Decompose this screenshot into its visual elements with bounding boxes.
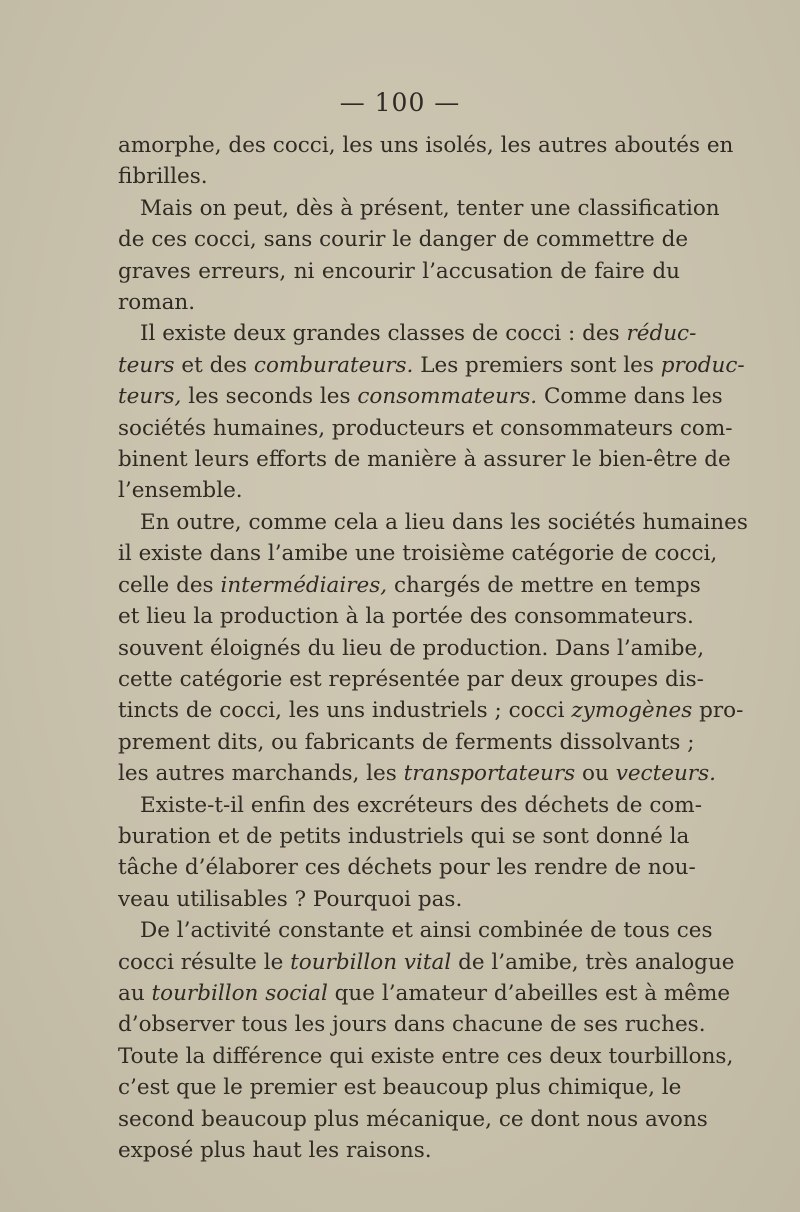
text-line: Toute la différence qui existe entre ces deux tourbillons, <box>118 1043 734 1069</box>
body-text <box>118 130 748 1166</box>
text-run: chargés de mettre en temps <box>387 572 701 598</box>
italic-term: zymogènes <box>571 698 693 724</box>
italic-term: vecteurs. <box>615 761 716 787</box>
italic-term: consommateurs. <box>357 384 538 410</box>
italic-term: comburateurs. <box>253 352 414 378</box>
text-run: Il existe deux grandes classes de cocci : des <box>140 321 627 347</box>
text-line: il existe dans l’amibe une troisième catégorie de cocci, <box>118 541 718 567</box>
italic-term: tourbillon social <box>151 980 328 1006</box>
text-line: second beaucoup plus mécanique, ce dont nous avons <box>118 1106 708 1132</box>
text-run: cocci résulte le <box>118 949 291 975</box>
text-line: sociétés humaines, producteurs et consommateurs com- <box>118 415 733 441</box>
text-line: binent leurs efforts de manière à assurer le bien-être de <box>118 447 731 473</box>
text-line <box>118 758 716 789</box>
text-line: prement dits, ou fabricants de ferments dissolvants ; <box>118 729 695 755</box>
italic-term: transportateurs <box>403 761 576 787</box>
text-line <box>118 695 744 726</box>
text-run: de l’amibe, très analogue <box>451 949 735 975</box>
text-run: pro- <box>692 698 744 724</box>
text-line <box>118 947 735 978</box>
text-line: souvent éloignés du lieu de production. Dans l’amibe, <box>118 635 705 661</box>
text-line <box>118 978 731 1009</box>
text-run: les autres marchands, les <box>118 761 404 787</box>
text-line: d’observer tous les jours dans chacune de ses ruches. <box>118 1012 706 1038</box>
text-line: En outre, comme cela a lieu dans les sociétés humaines <box>140 509 748 535</box>
text-run: les seconds les <box>181 384 358 410</box>
text-run: Les premiers sont les <box>413 352 661 378</box>
text-line: roman. <box>118 290 196 316</box>
text-line: amorphe, des cocci, les uns isolés, les autres aboutés en <box>118 133 734 158</box>
italic-term: teurs <box>118 352 175 378</box>
text-run: Comme dans les <box>537 384 723 410</box>
italic-term: intermédiaires, <box>220 572 388 598</box>
text-run: ou <box>575 761 616 787</box>
text-line: tâche d’élaborer ces déchets pour les rendre de nou- <box>118 855 696 881</box>
text-line: cette catégorie est représentée par deux groupes dis- <box>118 666 704 692</box>
italic-term: tourbillon vital <box>290 949 452 975</box>
text-line: l’ensemble. <box>118 478 243 504</box>
text-line: veau utilisables ? Pourquoi pas. <box>118 886 463 912</box>
text-line: buration et de petits industriels qui se sont donné la <box>118 823 690 849</box>
text-run: et des <box>174 352 254 378</box>
text-line: graves erreurs, ni encourir l’accusation de faire du <box>118 258 680 284</box>
italic-term: réduc- <box>626 321 697 347</box>
text-run: tincts de cocci, les uns industriels ; cocci <box>118 698 572 724</box>
text-run: celle des <box>118 572 221 598</box>
text-line: fibrilles. <box>118 164 208 190</box>
text-line: de ces cocci, sans courir le danger de commettre de <box>118 227 689 253</box>
text-line: et lieu la production à la portée des consommateurs. <box>118 604 694 630</box>
text-run: au <box>118 980 152 1006</box>
text-line: c’est que le premier est beaucoup plus chimique, le <box>118 1075 682 1101</box>
text-line <box>118 381 723 412</box>
text-line <box>118 318 697 349</box>
text-line: Existe-t-il enfin des excréteurs des déchets de com- <box>140 792 702 818</box>
italic-term: teurs, <box>118 384 182 410</box>
italic-term: produc- <box>660 352 745 378</box>
text-line <box>118 350 745 381</box>
text-line: De l’activité constante et ainsi combinée de tous ces <box>140 918 713 944</box>
text-line <box>118 570 701 601</box>
text-run: que l’amateur d’abeilles est à même <box>327 980 731 1006</box>
text-line: Mais on peut, dès à présent, tenter une classification <box>140 195 720 221</box>
text-line: exposé plus haut les raisons. <box>118 1138 432 1163</box>
page-number: — 100 — <box>339 88 461 117</box>
